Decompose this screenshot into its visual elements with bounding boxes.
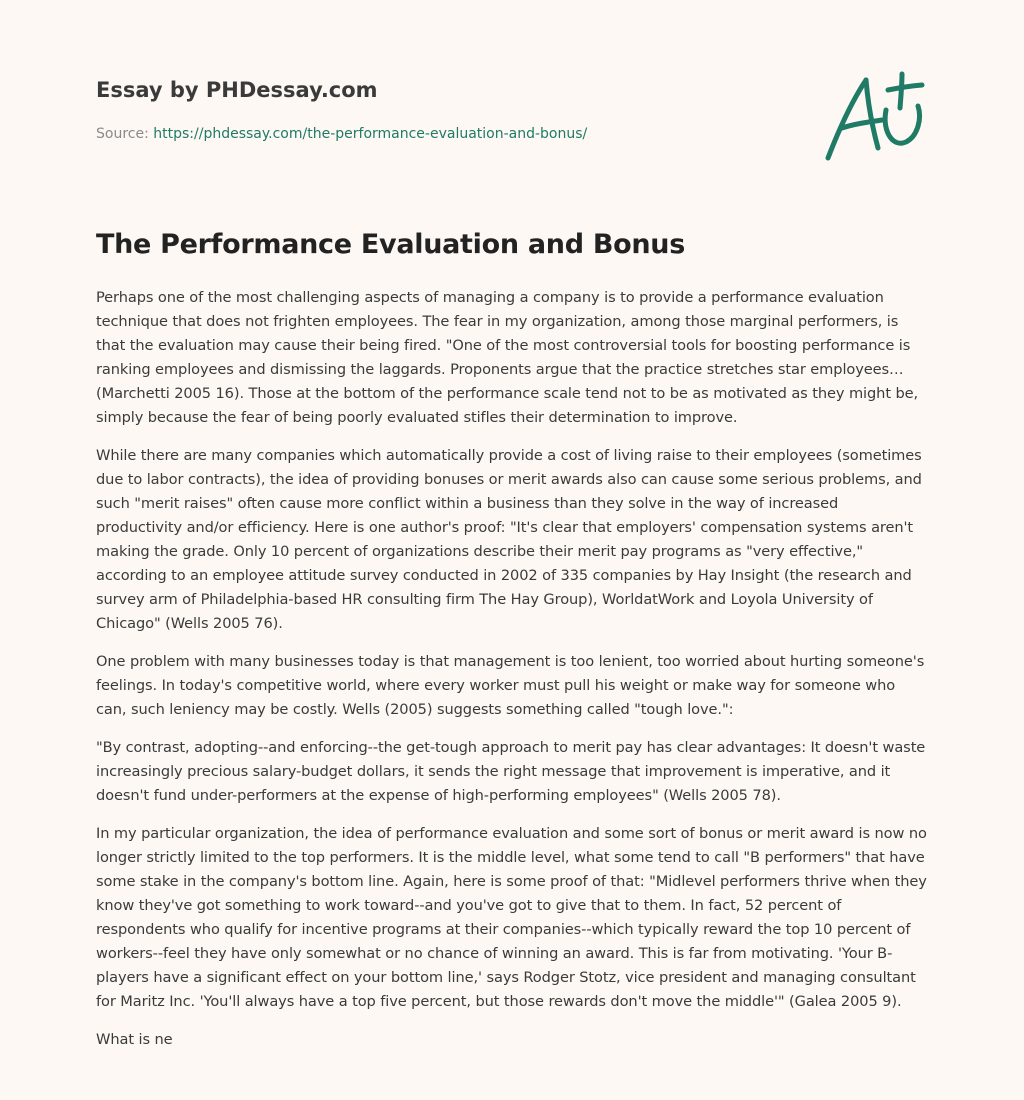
essay-paragraph: One problem with many businesses today is that management is too lenient, too worried about hurting someone's feelings. In today's competitive world, where every worker must pull his weight or make way for someone who can, such leniency may be costly. Wells (2005) suggests something called "tough love.": xyxy=(96,653,925,718)
essay-title: The Performance Evaluation and Bonus xyxy=(96,229,685,260)
essay-paragraph: "By contrast, adopting--and enforcing--the get-tough approach to merit pay has clear advantages: It doesn't waste increasingly precious salary-budget dollars, it sends the right message that improvement is imperative, and it doesn't fund under-performers at the expense of high-performing employees" (Wells 2005 78). xyxy=(96,739,926,804)
essay-paragraph-truncated: What is ne xyxy=(96,1031,173,1048)
essay-paragraph: Perhaps one of the most challenging aspects of managing a company is to provide a performance evaluation technique that does not frighten employees. The fear in my organization, among those marginal performers, is that the evaluation may cause their being fired. "One of the most controversial tools for boosting performance is ranking employees and dismissing the laggards. Proponents argue that the practice stretches star employees… (Marchetti 2005 16). Those at the bottom of the performance scale tend not to be as motivated as they might be, simply because the fear of being poorly evaluated stifles their determination to improve. xyxy=(96,289,919,426)
essay-paragraph: In my particular organization, the idea of performance evaluation and some sort of bonus or merit award is now no longer strictly limited to the top performers. It is the middle level, what some tend to call "B performers" that have some stake in the company's bottom line. Again, here is some proof of that: "Midlevel performers thrive when they know they've got something to work toward--and you've got to give that to them. In fact, 52 percent of respondents who qualify for incentive programs at their companies--which typically reward the top 10 percent of workers--feel they have only somewhat or no chance of winning an award. This is far from motivating. 'Your B-players have a significant effect on your bottom line,' says Rodger Stotz, vice president and managing consultant for Maritz Inc. 'You'll always have a top five percent, but those rewards don't move the middle'" (Galea 2005 9). xyxy=(96,825,927,1010)
source-line xyxy=(96,124,587,144)
a-plus-logo-icon xyxy=(822,68,926,164)
essay-paragraph: While there are many companies which automatically provide a cost of living raise to their employees (sometimes due to labor contracts), the idea of providing bonuses or merit awards also can cause some serious problems, and such "merit raises" often cause more conflict within a business than they solve in the way of increased productivity and/or efficiency. Here is one author's proof: "It's clear that employers' compensation systems aren't making the grade. Only 10 percent of organizations describe their merit pay programs as "very effective," according to an employee attitude survey conducted in 2002 of 335 companies by Hay Insight (the research and survey arm of Philadelphia-based HR consulting firm The Hay Group), WorldatWork and Loyola University of Chicago" (Wells 2005 76). xyxy=(96,447,922,632)
essay-body xyxy=(96,286,928,1066)
source-label: Source: xyxy=(96,126,149,142)
site-title: Essay by PHDessay.com xyxy=(96,78,378,102)
source-link[interactable]: https://phdessay.com/the-performance-evaluation-and-bonus/ xyxy=(153,126,588,142)
